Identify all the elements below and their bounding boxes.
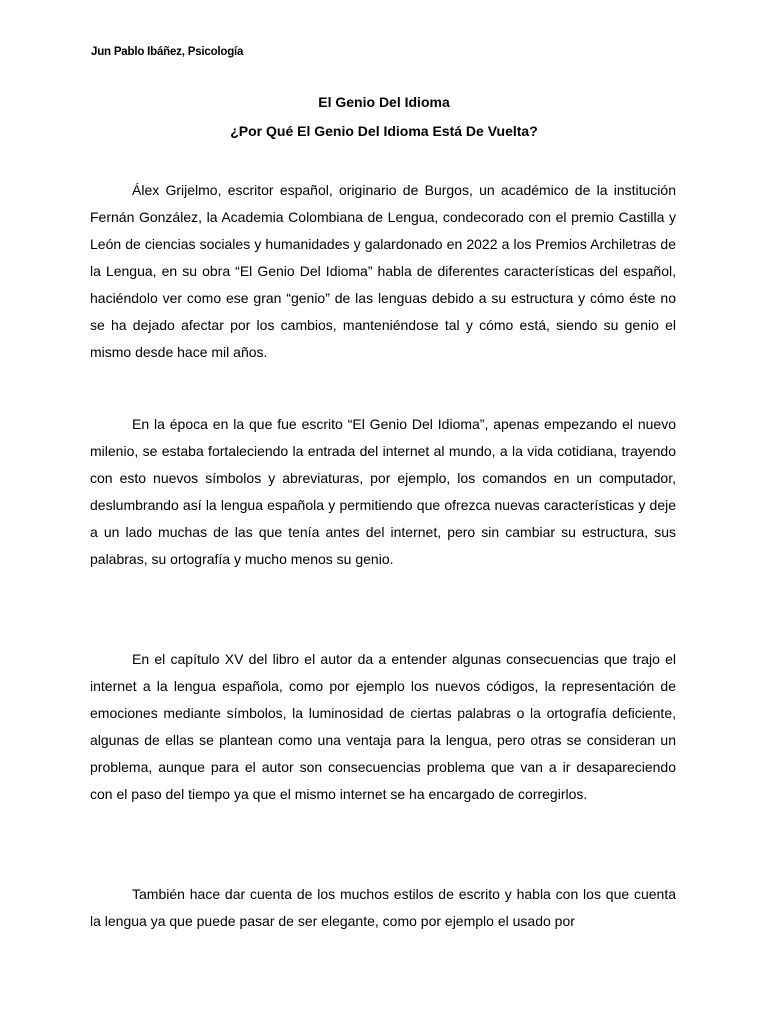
body-paragraph: Álex Grijelmo, escritor español, originario de Burgos, un académico de la institución Fernán González, la Academia Colombiana de Lengua, condecorado con el premio Castilla y León de ciencias sociales y humanidades y galardonado en 2022 a los Premios Archiletras de la Lengua, en su obra “El Genio Del Idioma” habla de diferentes características del español, haciéndolo ver como ese gran “genio” de las lenguas debido a su estructura y cómo éste no se ha dejado afectar por los cambios, manteniéndose tal y cómo está, siendo su genio el mismo desde hace mil años. [90,182,676,360]
body-paragraph: También hace dar cuenta de los muchos estilos de escrito y habla con los que cuenta la lengua ya que puede pasar de ser elegante, como por ejemplo el usado por [90,886,676,929]
body-paragraph: En el capítulo XV del libro el autor da a entender algunas consecuencias que trajo el internet a la lengua española, como por ejemplo los nuevos códigos, la representación de emociones mediante símbolos, la luminosidad de ciertas palabras o la ortografía deficiente, algunas de ellas se plantean como una ventaja para la lengua, pero otras se consideran un problema, aunque para el autor son consecuencias problema que van a ir desapareciendo con el paso del tiempo ya que el mismo internet se ha encargado de corregirlos. [90,651,676,802]
document-subtitle: ¿Por Qué El Genio Del Idioma Está De Vuelta? [230,123,538,139]
author-header: Jun Pablo Ibáñez, Psicología [91,46,244,58]
document-title: El Genio Del Idioma [318,94,450,110]
body-paragraph: En la época en la que fue escrito “El Genio Del Idioma”, apenas empezando el nuevo milenio, se estaba fortaleciendo la entrada del internet al mundo, a la vida cotidiana, trayendo con esto nuevos símbolos y abreviaturas, por ejemplo, los comandos en un computador, deslumbrando así la lengua española y permitiendo que ofrezca nuevas características y deje a un lado muchas de las que tenía antes del internet, pero sin cambiar su estructura, sus palabras, su ortografía y mucho menos su genio. [90,416,676,567]
